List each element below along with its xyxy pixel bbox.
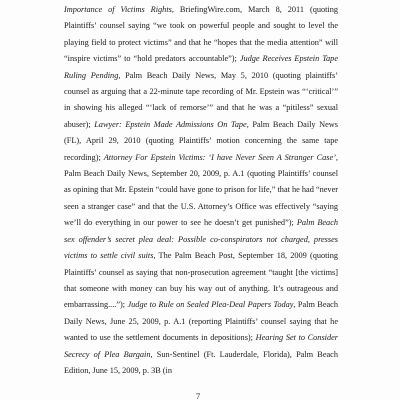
citation-text: , The Palm Beach Post, September 18, 2009 (quoting Plaintiffs’ counsel as saying that non-prosecution agreement “taught [the victims] that someone with money can buy his way out of anything. It’s outrageous and embarrassing....”); (64, 251, 338, 310)
citation-title: Hearing Set to Consider Secrecy of Plea Bargain (64, 333, 338, 359)
citation-text: , Palm Beach Daily News (FL), April 29, 2010 (quoting Plaintiffs’ motion concerning the same tape recording); (64, 119, 338, 162)
citation-title: Judge to Rule on Sealed Plea-Deal Papers Today (127, 300, 294, 310)
citation-text: , Palm Beach Daily News, June 25, 2009, p. A.1 (reporting Plaintiffs’ counsel saying that he wanted to use the settlement documents in depositions); (64, 300, 338, 343)
citation-text: , Palm Beach Daily News, May 5, 2010 (quoting plaintiffs’ counsel as arguing that a 22-minute tape recording of Mr. Epstein was “‘critical’” in showing his alleged “‘lack of remorse’” and that he was a “pitiless” sexual abuser); (64, 70, 338, 129)
citation-text: , Palm Beach Daily News, September 20, 2009, p. A.1 (quoting Plaintiffs’ counsel as opining that Mr. Epstein “could have gone to prison for life,” that he had “never seen a stranger case” and that the U.S. Attorney’s Office was effectively “saying we’ll do everything in our power to see he doesn’t get punished”); (64, 152, 338, 228)
citation-title: Lawyer: Epstein Made Admissions On Tape (94, 119, 247, 129)
citation-title: Judge Receives Epstein Tape Ruling Pending (64, 54, 338, 80)
body-paragraph (64, 2, 338, 379)
citation-title: Attorney For Epstein Victims: ‘I have Never Seen A Stranger Case’ (103, 152, 336, 162)
page-number: 7 (196, 393, 201, 400)
citation-title: Importance of Victims Rights (64, 5, 172, 14)
citation-title: Palm Beach sex offender’s secret plea deal: Possible co-conspirators not charged, presses victims to settle civil suits (64, 218, 339, 261)
citation-text: , Sun-Sentinel (Ft. Lauderdale, Florida), Palm Beach Edition, June 15, 2009, p. 3B (in (64, 349, 338, 375)
citation-text: , BriefingWire.com, March 8, 2011 (quoting Plaintiffs’ counsel saying “we took on powerful people and sought to level the playing field to protect victims” and that he “hopes that the media attention” will “inspire victims” to “hold predators accountable”); (64, 5, 339, 64)
